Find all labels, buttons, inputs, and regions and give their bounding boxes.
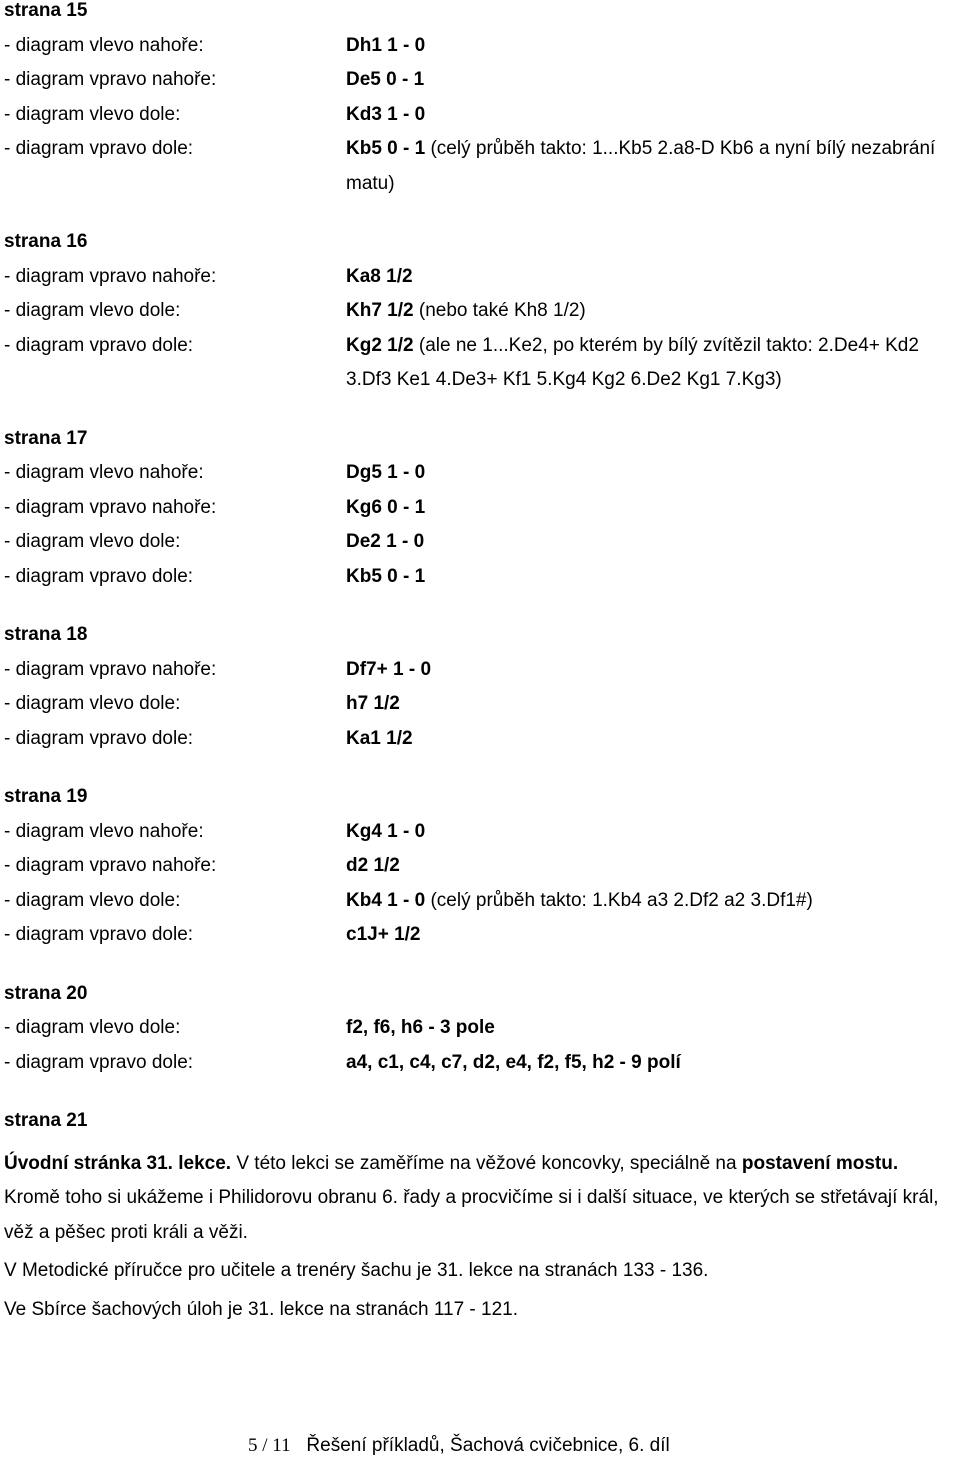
section-heading: strana 19 xyxy=(4,786,88,807)
section-strana-17 xyxy=(4,422,954,595)
solution-move: Kg6 0 - 1 xyxy=(346,496,426,518)
solution-value xyxy=(346,525,954,560)
footer-title: Řešení příkladů, Šachová cvičebnice, 6. díl xyxy=(306,1435,670,1456)
methodical-guide-reference: V Metodické příručce pro učitele a trenéry šachu je 31. lekce na stranách 133 - 136. xyxy=(4,1260,709,1281)
diagram-position-label: - diagram vpravo dole: xyxy=(4,565,194,587)
solution-move: Df7+ 1 - 0 xyxy=(346,658,432,680)
solution-move: Kb4 1 - 0 xyxy=(346,889,426,911)
section-strana-20 xyxy=(4,977,954,1081)
section-heading: strana 16 xyxy=(4,231,88,252)
solution-value xyxy=(346,849,954,884)
diagram-position-label: - diagram vpravo nahoře: xyxy=(4,855,217,876)
solution-move: Kg2 1/2 xyxy=(346,334,414,356)
solution-value xyxy=(346,98,954,133)
solution-row xyxy=(4,1046,954,1081)
solution-value xyxy=(346,132,954,201)
solution-row xyxy=(4,525,954,560)
solution-value xyxy=(346,260,954,295)
solution-row xyxy=(4,653,954,688)
diagram-position-label: - diagram vpravo dole: xyxy=(4,334,194,356)
solution-row xyxy=(4,294,954,329)
solution-row xyxy=(4,884,954,919)
diagram-position-label: - diagram vpravo nahoře: xyxy=(4,69,217,90)
lesson-intro-keyword: postavení mostu. xyxy=(741,1152,899,1174)
section-heading: strana 15 xyxy=(4,0,88,21)
solution-move: d2 1/2 xyxy=(346,855,400,876)
solution-row xyxy=(4,132,954,201)
solution-note: (nebo také Kh8 1/2) xyxy=(413,300,586,321)
solution-move: f2, f6, h6 - 3 pole xyxy=(346,1017,495,1038)
diagram-position-label: - diagram vpravo dole: xyxy=(4,1051,194,1073)
solution-value xyxy=(346,918,954,953)
solution-row xyxy=(4,260,954,295)
solution-move: Kh7 1/2 xyxy=(346,300,414,321)
solution-value xyxy=(346,560,954,595)
diagram-position-label: - diagram vlevo dole: xyxy=(4,693,181,714)
solution-row xyxy=(4,329,954,398)
solution-row xyxy=(4,849,954,884)
solution-row xyxy=(4,456,954,491)
solution-row xyxy=(4,687,954,722)
solution-row xyxy=(4,29,954,64)
diagram-position-label: - diagram vpravo dole: xyxy=(4,727,194,749)
page-footer xyxy=(248,1431,670,1461)
lesson-intro-text: V této lekci se zaměříme na věžové koncovky, speciálně na xyxy=(231,1152,742,1174)
lesson-intro-title: Úvodní stránka 31. lekce. xyxy=(4,1152,232,1174)
solution-move: De5 0 - 1 xyxy=(346,69,425,90)
solution-move: Ka8 1/2 xyxy=(346,265,413,287)
diagram-position-label: - diagram vlevo dole: xyxy=(4,300,181,321)
section-heading: strana 20 xyxy=(4,982,88,1004)
solution-row xyxy=(4,63,954,98)
section-strana-15 xyxy=(4,0,954,201)
solution-row xyxy=(4,918,954,953)
solution-value xyxy=(346,1011,954,1046)
diagram-position-label: - diagram vpravo nahoře: xyxy=(4,496,217,518)
solution-row xyxy=(4,1011,954,1046)
solution-move: Kg4 1 - 0 xyxy=(346,820,426,842)
solution-row xyxy=(4,98,954,133)
page-number: 5 / 11 xyxy=(248,1435,291,1456)
solution-row xyxy=(4,491,954,526)
problem-collection-reference: Ve Sbírce šachových úloh je 31. lekce na stranách 117 - 121. xyxy=(4,1298,519,1320)
section-strana-21 xyxy=(4,1104,954,1327)
solution-note: (ale ne 1...Ke2, po kterém by bílý zvítězil takto: 2.De4+ Kd2 3.Df3 Ke1 4.De3+ Kf1 5.Kg4 Kg2 6.De2 Kg1 7.Kg3) xyxy=(346,334,919,390)
solutions-list xyxy=(4,0,954,1080)
solution-value xyxy=(346,491,954,526)
solution-note: (celý průběh takto: 1.Kb4 a3 2.Df2 a2 3.Df1#) xyxy=(425,889,813,911)
diagram-position-label: - diagram vpravo nahoře: xyxy=(4,265,217,287)
solution-move: Kb5 0 - 1 xyxy=(346,138,426,159)
solution-row xyxy=(4,560,954,595)
solution-value xyxy=(346,653,954,688)
lesson-intro-text-2: Kromě toho si ukážeme i Philidorovu obranu 6. řady a procvičíme si i další situace, ve kterých se střetávají král, věž a pěšec proti králi a věži. xyxy=(4,1187,939,1243)
diagram-position-label: - diagram vlevo nahoře: xyxy=(4,34,204,56)
diagram-position-label: - diagram vlevo dole: xyxy=(4,889,181,911)
solution-value xyxy=(346,63,954,98)
section-strana-18 xyxy=(4,618,954,756)
diagram-position-label: - diagram vlevo dole: xyxy=(4,531,181,552)
lesson-intro xyxy=(4,1147,954,1251)
section-strana-19 xyxy=(4,780,954,953)
diagram-position-label: - diagram vlevo dole: xyxy=(4,1017,181,1038)
solution-move: Dg5 1 - 0 xyxy=(346,462,426,483)
diagram-position-label: - diagram vpravo nahoře: xyxy=(4,658,217,680)
solution-value xyxy=(346,815,954,850)
solution-move: a4, c1, c4, c7, d2, e4, f2, f5, h2 - 9 polí xyxy=(346,1051,681,1073)
solution-value xyxy=(346,722,954,757)
solution-value xyxy=(346,687,954,722)
section-heading: strana 17 xyxy=(4,427,88,449)
document xyxy=(4,0,954,1351)
solution-move: Kb5 0 - 1 xyxy=(346,565,426,587)
solution-row xyxy=(4,722,954,757)
section-strana-16 xyxy=(4,225,954,398)
solution-move: c1J+ 1/2 xyxy=(346,924,421,945)
solution-value xyxy=(346,294,954,329)
solution-note: (celý průběh takto: 1...Kb5 2.a8-D Kb6 a nyní bílý nezabrání matu) xyxy=(346,138,936,194)
solution-row xyxy=(4,815,954,850)
diagram-position-label: - diagram vpravo dole: xyxy=(4,138,194,159)
solution-value xyxy=(346,1046,954,1081)
diagram-position-label: - diagram vlevo nahoře: xyxy=(4,820,204,842)
section-heading: strana 21 xyxy=(4,1110,88,1131)
solution-move: Ka1 1/2 xyxy=(346,727,413,749)
solution-move: De2 1 - 0 xyxy=(346,531,425,552)
diagram-position-label: - diagram vlevo dole: xyxy=(4,103,181,125)
solution-move: Dh1 1 - 0 xyxy=(346,34,426,56)
diagram-position-label: - diagram vpravo dole: xyxy=(4,924,194,945)
solution-move: h7 1/2 xyxy=(346,693,400,714)
section-heading: strana 18 xyxy=(4,624,88,645)
solution-value xyxy=(346,29,954,64)
solution-move: Kd3 1 - 0 xyxy=(346,103,426,125)
solution-value xyxy=(346,329,954,398)
solution-value xyxy=(346,456,954,491)
solution-value xyxy=(346,884,954,919)
diagram-position-label: - diagram vlevo nahoře: xyxy=(4,462,204,483)
